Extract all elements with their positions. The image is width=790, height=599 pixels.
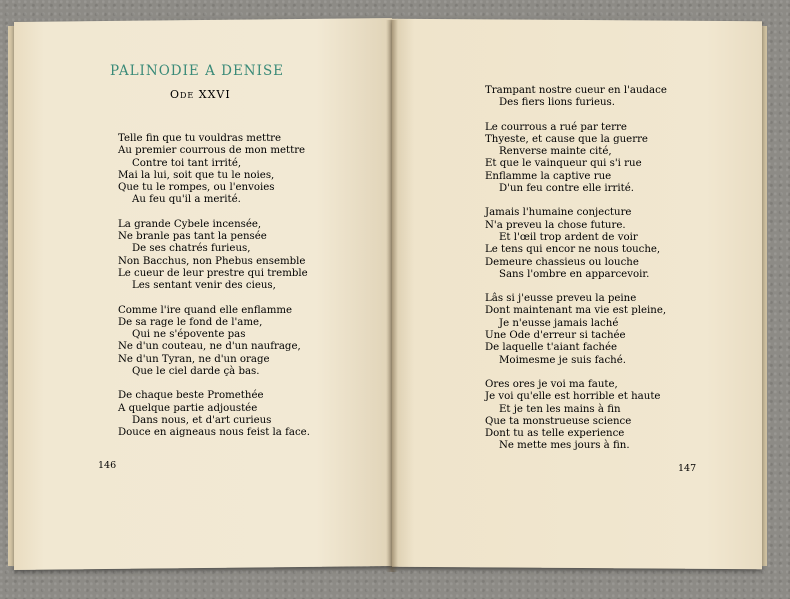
verse-line: Telle fin que tu vouldras mettre [118,133,282,144]
verse-line: Le tens qui encor ne nous touche, [485,244,661,256]
verse-line: Le cueur de leur prestre qui tremble [118,267,308,279]
stanza [118,305,310,379]
verse-line: Dans nous, et d'art curieus [132,414,272,426]
verse-line: Je n'eusse jamais laché [499,317,619,329]
verse-line: Moimesme je suis faché. [499,354,626,366]
verse-line: Demeure chassieus ou louche [485,256,639,268]
verse-line: Mai la lui, soit que tu le noies, [118,169,275,181]
verse-line: Ne branle pas tant la pensée [118,231,267,243]
stanza [485,379,667,453]
verse-line: Le courrous a rué par terre [485,121,627,133]
verse-line: Douce en aigneaus nous feist la face. [118,427,310,439]
verse-line: Que tu le rompes, ou l'envoies [118,182,275,194]
stanza [485,85,667,110]
verse-line: De sa rage le fond de l'ame, [118,316,263,328]
verse-line: Renverse mainte cité, [499,146,612,158]
verse-line: Non Bacchus, non Phebus ensemble [118,255,306,267]
book-gutter [386,20,398,572]
verse-line: De laquelle t'aiant fachée [485,342,618,354]
verse-line: Et que le vainqueur qui s'i rue [485,158,642,170]
verse-line: Les sentant venir des cieus, [132,280,276,292]
verse-line: Enflamme la captive rue [485,170,612,182]
page-number-right: 147 [678,463,697,474]
verse-line: Dont tu as telle experience [485,428,625,440]
right-poem-text [485,85,667,465]
verse-line: De ses chatrés furieus, [132,243,251,255]
verse-line: Au feu qu'il a merité. [132,194,241,206]
verse-line: Je voi qu'elle est horrible et haute [485,391,661,403]
verse-line: Ne d'un couteau, ne d'un naufrage, [118,341,301,353]
verse-line: Contre toi tant irrité, [132,157,242,169]
verse-line: Et l'œil trop ardent de voir [499,231,638,243]
stanza [485,207,667,281]
verse-line: N'a preveu la chose future. [485,219,626,231]
poem-title: PALINODIE A DENISE [110,63,285,79]
verse-line: La grande Cybele incensée, [118,218,262,230]
verse-line: Comme l'ire quand elle enflamme [118,304,293,316]
verse-line: Sans l'ombre en apparcevoir. [499,268,650,280]
verse-line: Ne d'un Tyran, ne d'un orage [118,353,270,365]
left-poem-text [118,133,310,452]
verse-line: Des fiers lions furieus. [499,97,616,109]
verse-line: Que ta monstrueuse science [485,415,632,427]
stanza [118,133,310,207]
verse-line: A quelque partie adjoustée [118,402,258,414]
verse-line: Thyeste, et cause que la guerre [485,133,648,145]
verse-line: Lâs si j'eusse preveu la peine [485,293,637,305]
verse-line: De chaque beste Promethée [118,390,264,402]
ode-number: Ode XXVI [170,88,231,101]
stanza [118,219,310,293]
verse-line: Ores ores je voi ma faute, [485,378,618,390]
verse-line: D'un feu contre elle irrité. [499,183,634,195]
verse-line: Jamais l'humaine conjecture [485,207,632,219]
page-number-left: 146 [98,460,117,471]
stanza [118,390,310,439]
verse-line: Qui ne s'épovente pas [132,329,246,341]
verse-line: Dont maintenant ma vie est pleine, [485,305,667,317]
verse-line: Que le ciel darde çà bas. [132,366,260,378]
verse-line: Une Ode d'erreur si tachée [485,330,626,342]
verse-line: Trampant nostre cueur en l'audace [485,85,667,96]
stanza [485,293,667,367]
verse-line: Ne mette mes jours à fin. [499,440,630,452]
verse-line: Et je ten les mains à fin [499,403,621,415]
stanza [485,122,667,196]
verse-line: Au premier courrous de mon mettre [118,145,306,157]
